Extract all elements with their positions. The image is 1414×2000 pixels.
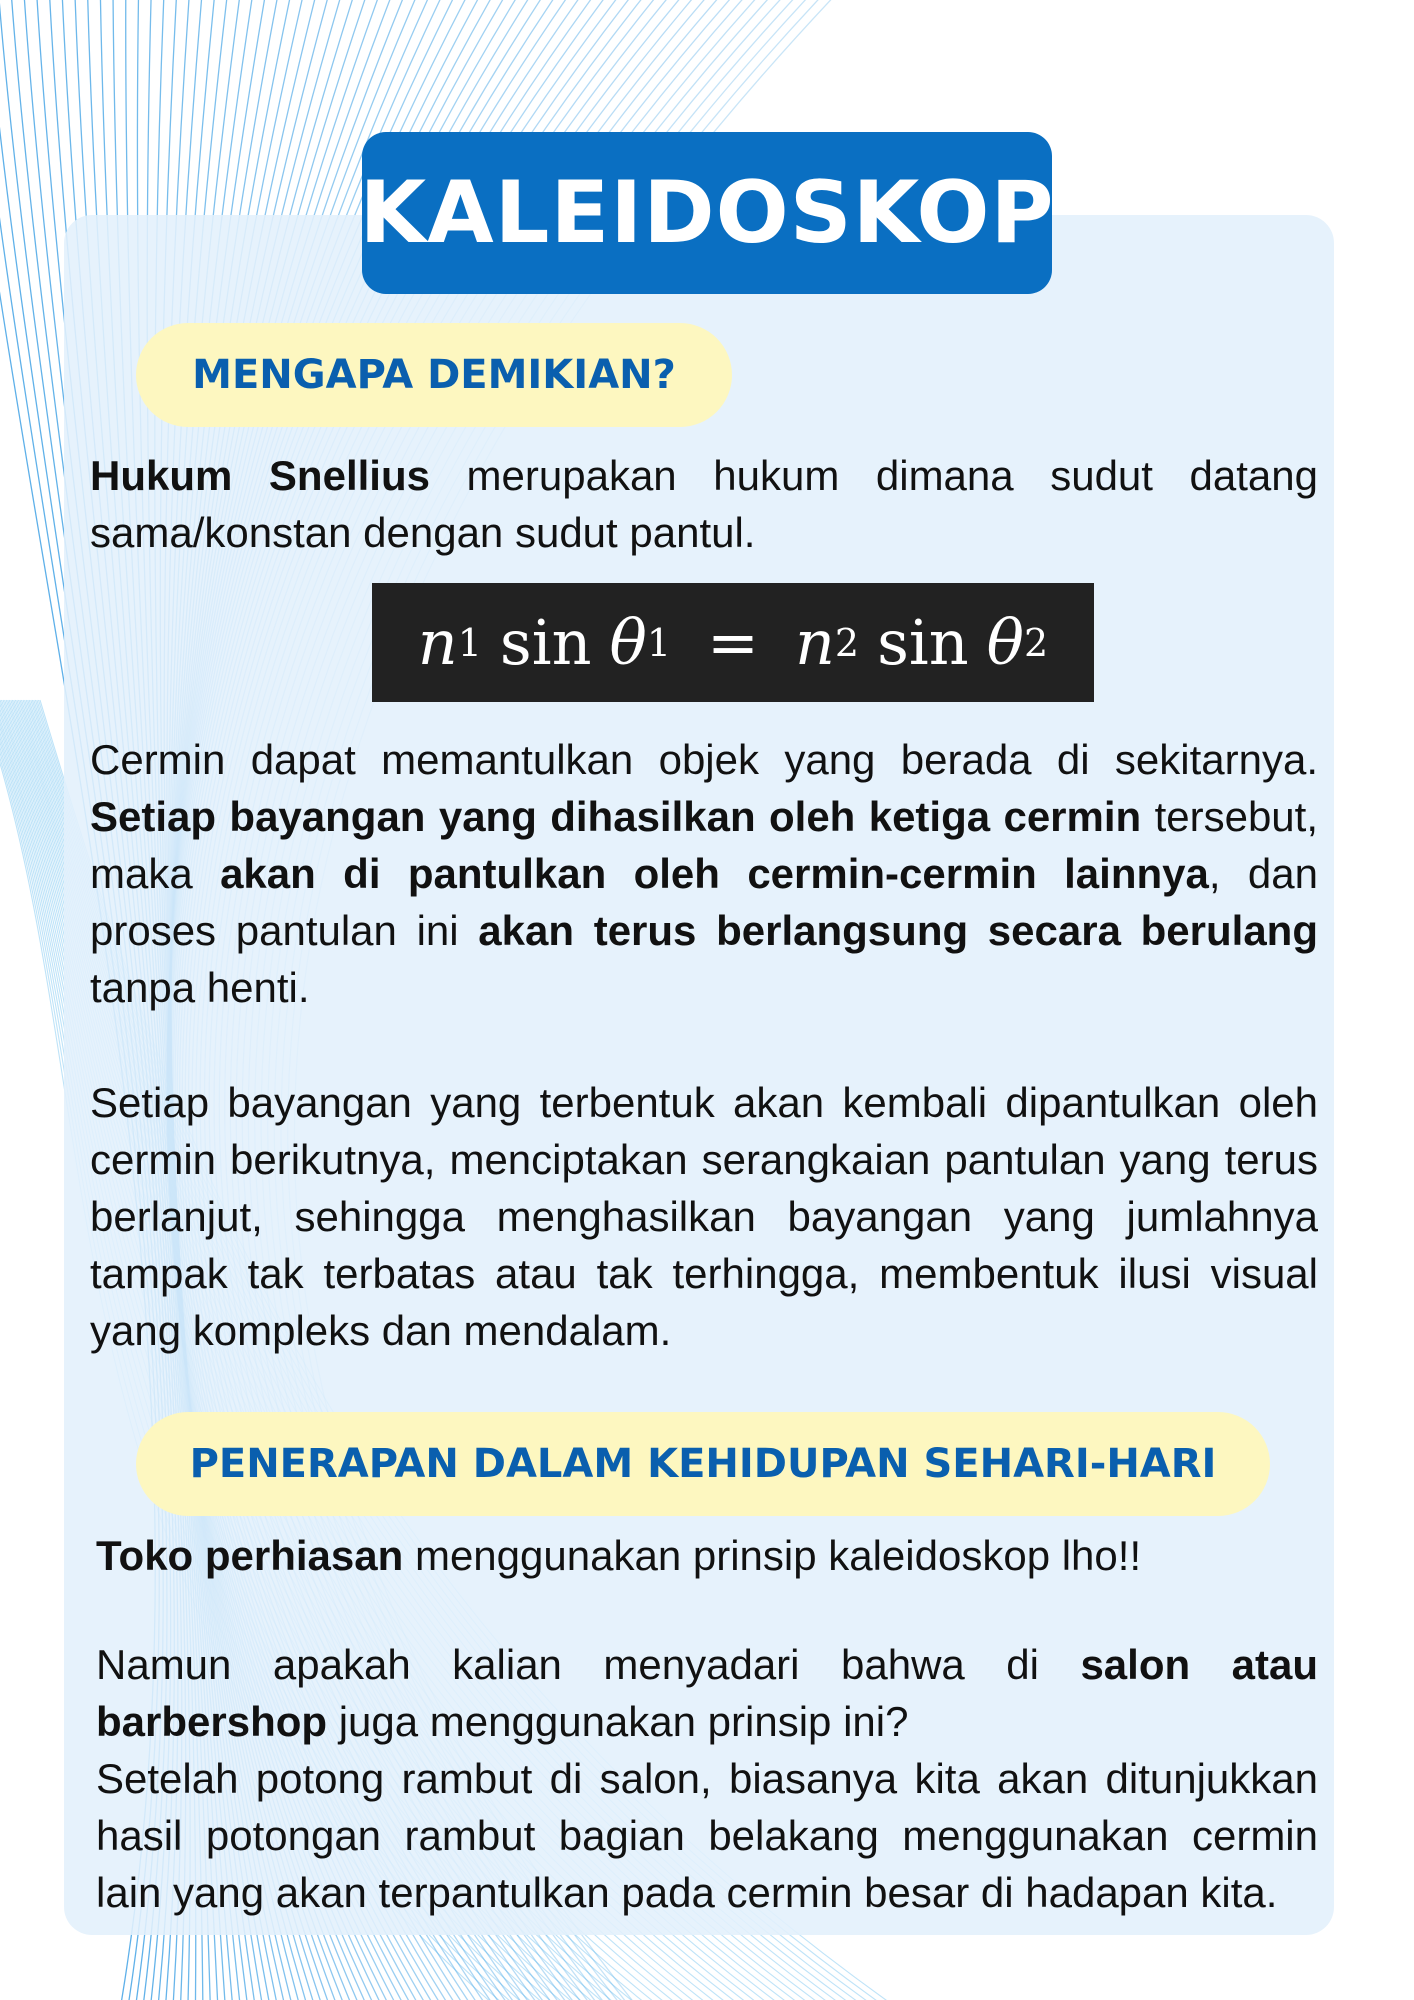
section-heading-application-label: PENERAPAN DALAM KEHIDUPAN SEHARI-HARI xyxy=(189,1441,1217,1487)
mirror-text-3: , dan proses pantulan ini xyxy=(90,850,1318,954)
title-banner xyxy=(359,132,1055,294)
salon-bold: salon atau barbershop xyxy=(96,1641,1318,1745)
jewelry-bold: Toko perhiasan xyxy=(96,1532,404,1579)
salon-text-3: Setelah potong rambut di salon, biasanya kita akan ditunjukkan hasil potongan rambut bagian belakang menggunakan cermin lain yang akan terpantulkan pada cermin besar di hadapan kita. xyxy=(96,1755,1318,1916)
mirror-bold-2: akan di pantulkan oleh cermin-cermin lainnya xyxy=(220,850,1209,897)
snell-law-formula xyxy=(372,583,1094,702)
jewelry-text: menggunakan prinsip kaleidoskop lho!! xyxy=(403,1532,1142,1579)
reflection-paragraph: Setiap bayangan yang terbentuk akan kembali dipantulkan oleh cermin berikutnya, menciptakan serangkaian pantulan yang terus berlanjut, sehingga menghasilkan bayangan yang jumlahnya tampak tak terbatas atau tak terhingga, membentuk ilusi visual yang kompleks dan mendalam. xyxy=(90,1079,1318,1354)
formula-n2: n xyxy=(794,606,835,679)
formula-sub-2a: 2 xyxy=(834,620,860,665)
formula-equals: = xyxy=(707,606,759,679)
salon-text-2: juga menggunakan prinsip ini? xyxy=(327,1698,909,1745)
mirror-text-4: tanpa henti. xyxy=(90,964,310,1011)
mirror-text-2: tersebut, maka xyxy=(90,793,1318,897)
mirror-text-1: Cermin dapat memantulkan objek yang berada di sekitarnya. xyxy=(90,736,1318,783)
jewelry-paragraph xyxy=(96,1527,1318,1584)
page-title: KALEIDOSKOP xyxy=(359,163,1055,263)
snellius-paragraph xyxy=(90,447,1318,561)
formula-sin-1: sin xyxy=(499,606,592,679)
formula-sub-2b: 2 xyxy=(1024,620,1049,665)
formula-sin-2: sin xyxy=(877,606,969,679)
mirror-bold-3: akan terus berlangsung secara berulang xyxy=(478,907,1318,954)
mirror-bold-1: Setiap bayangan yang dihasilkan oleh ketiga cermin xyxy=(90,793,1142,840)
formula-theta-2: θ xyxy=(986,606,1024,679)
section-heading-application xyxy=(136,1412,1270,1516)
salon-paragraph xyxy=(96,1636,1318,1921)
formula-sub-1a: 1 xyxy=(457,620,482,665)
formula-sub-1b: 1 xyxy=(646,620,672,665)
mirror-paragraph xyxy=(90,731,1318,1016)
section-heading-why xyxy=(136,323,732,427)
formula-theta-1: θ xyxy=(609,606,647,679)
salon-text-1: Namun apakah kalian menyadari bahwa di xyxy=(96,1641,1081,1688)
section-heading-why-label: MENGAPA DEMIKIAN? xyxy=(192,352,676,398)
formula-n1: n xyxy=(417,606,458,679)
snellius-bold: Hukum Snellius xyxy=(90,452,430,499)
snellius-text: merupakan hukum dimana sudut datang sama/konstan dengan sudut pantul. xyxy=(90,452,1318,556)
